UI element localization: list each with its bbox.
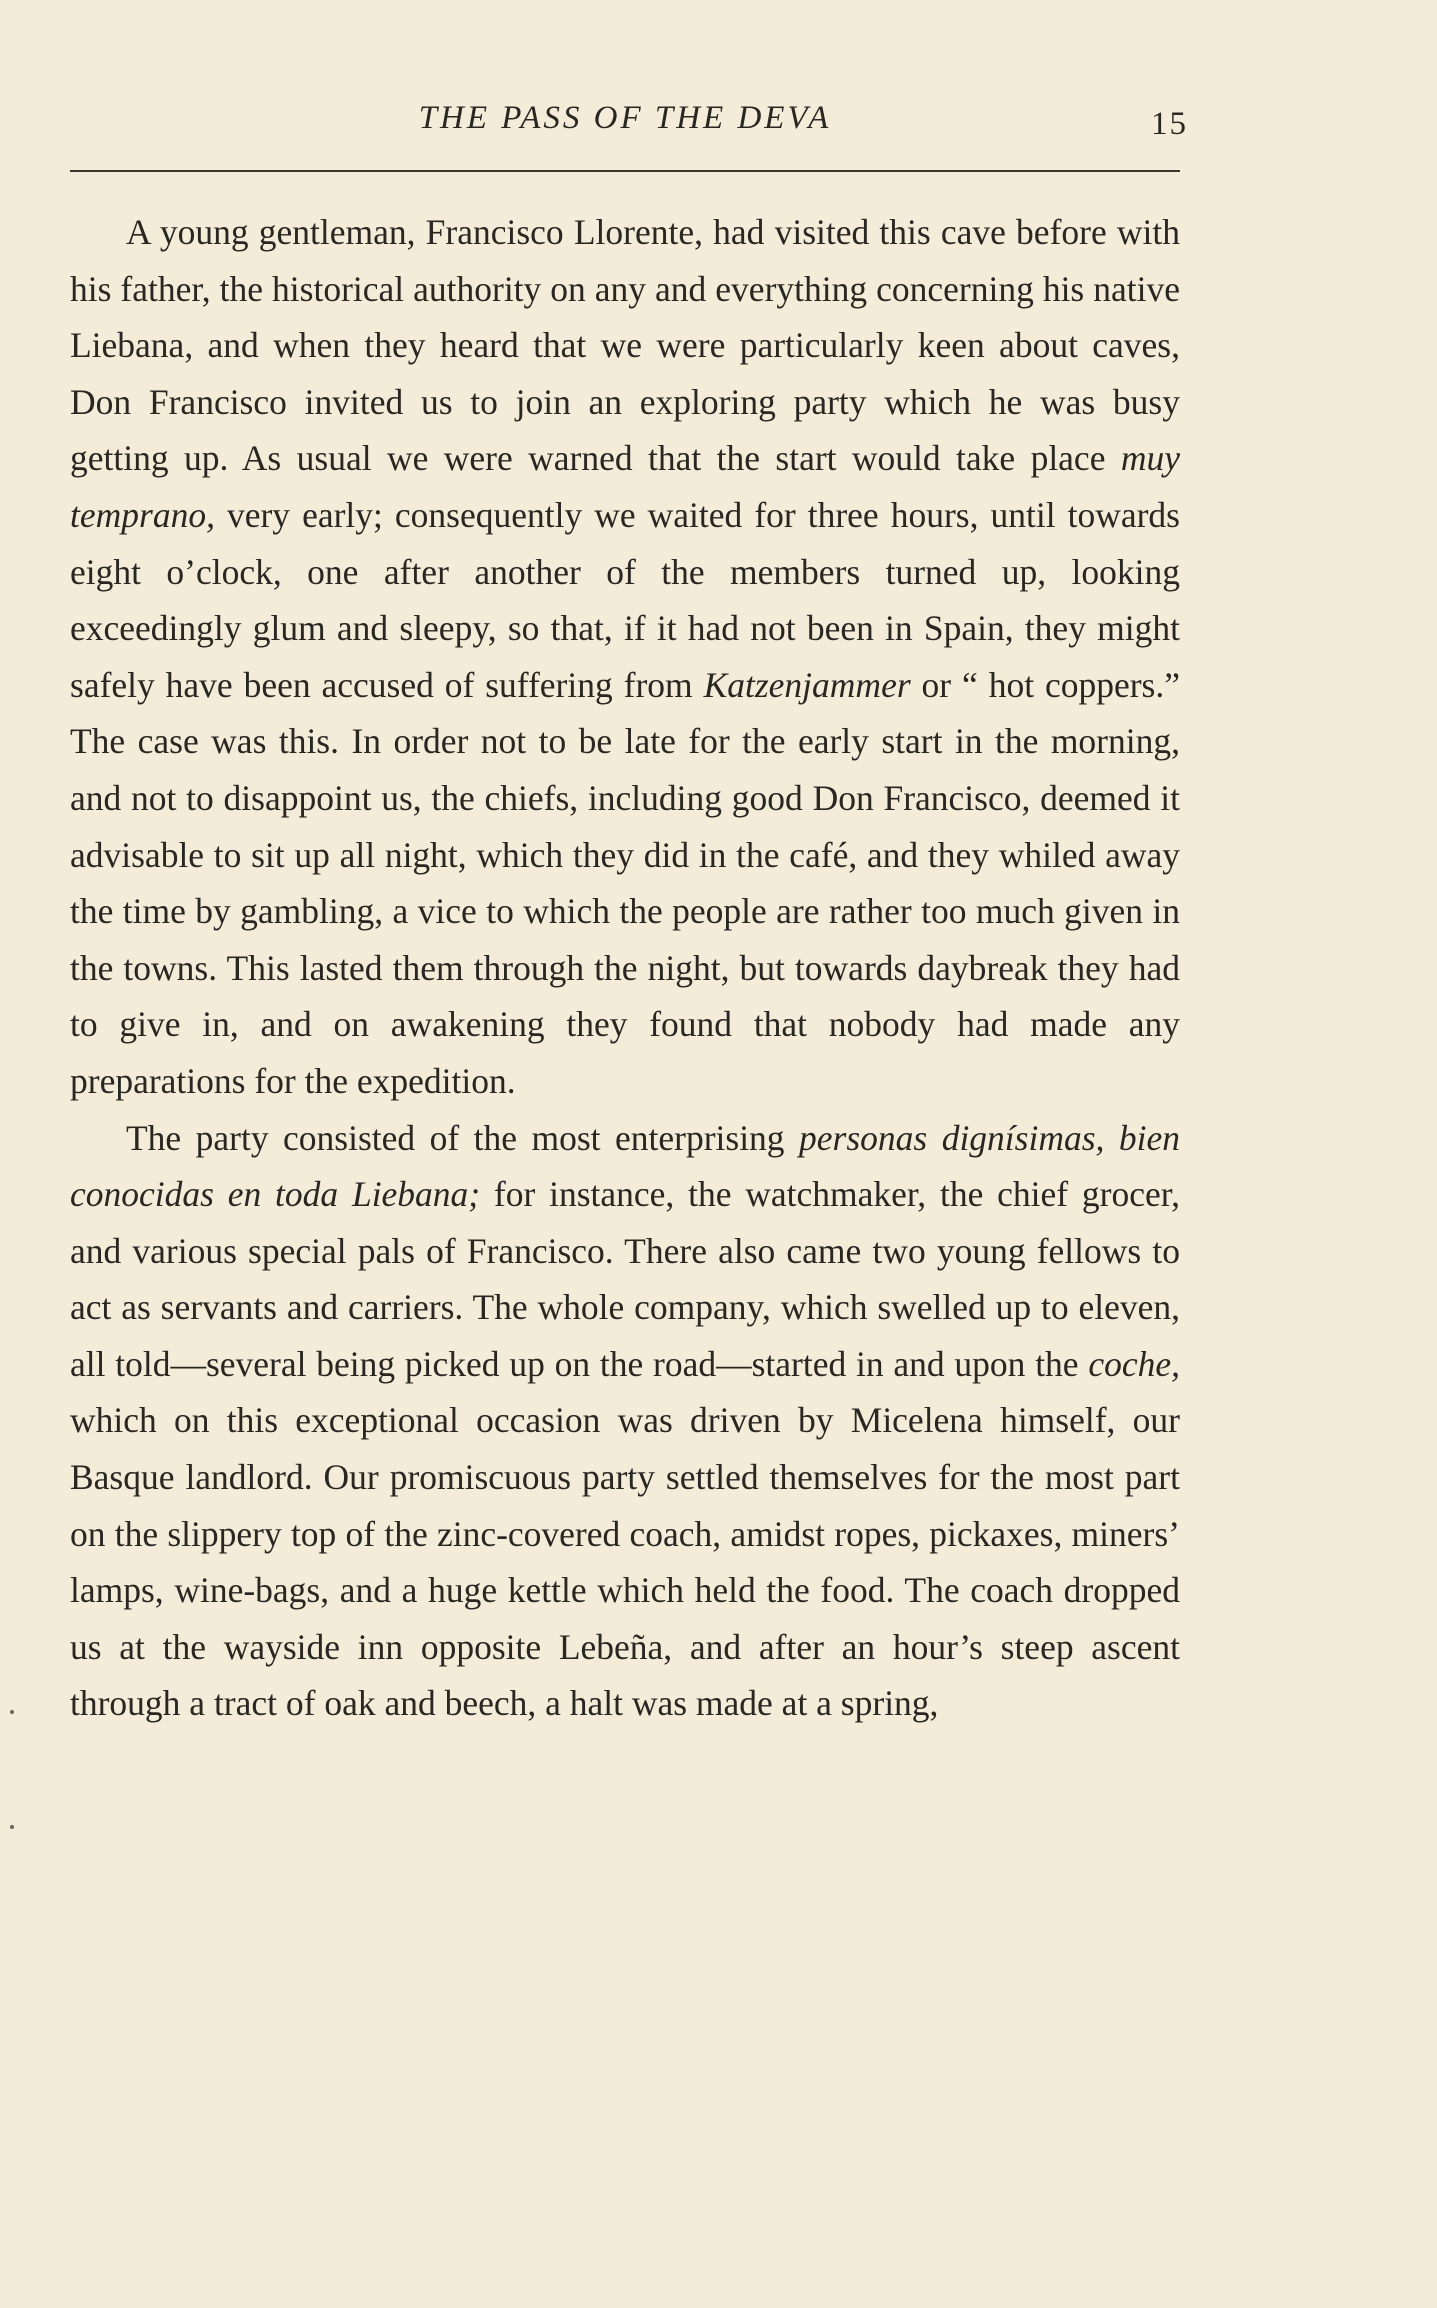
running-title: THE PASS OF THE DEVA — [418, 100, 832, 136]
margin-speck — [10, 1825, 14, 1829]
italic-text-run: coche, — [1088, 1343, 1180, 1384]
italic-text-run: personas dignísimas, bien conocidas en toda Liebana; — [70, 1117, 1181, 1215]
text-run: The party consisted of the most enterprising — [126, 1117, 800, 1158]
margin-speck — [10, 1710, 14, 1714]
text-run: A young gentleman, Francisco Llorente, had visited this cave before with his father, the historical authority on any and everything concerning his native Liebana, and when they heard that we were particularly keen about caves, Don Francisco invited us to join an exploring party which he was busy getting up. As usual we were warned that the start would take place — [70, 212, 1180, 479]
paragraph — [70, 204, 1180, 1110]
body-text — [70, 204, 1180, 1732]
italic-text-run: Katzenjammer — [703, 664, 911, 705]
text-run: very early; consequently we waited for three hours, until towards eight o’clock, one after another of the members turned up, looking exceedingly glum and sleepy, so that, if it had not been in Spain, they might safely have been accused of suffering from — [70, 494, 1180, 705]
text-run: which on this exceptional occasion was driven by Micelena himself, our Basque landlord. Our promiscuous party settled themselves for the most part on the slippery top of the zinc-covered coach, amidst ropes, pickaxes, miners’ lamps, wine-bags, and a huge kettle which held the food. The coach dropped us at the wayside inn opposite Lebeña, and after an hour’s steep ascent through a tract of oak and beech, a halt was made at a spring, — [70, 1400, 1180, 1724]
paragraph — [70, 1110, 1180, 1733]
text-run: or “ hot coppers.” The case was this. In order not to be late for the early start in the morning, and not to disappoint us, the chiefs, including good Don Francisco, deemed it advisable to sit up all night, which they did in the café, and they whiled away the time by gambling, a vice to which the people are rather too much given in the towns. This lasted them through the night, but towards daybreak they had to give in, and on awakening they found that nobody had made any preparations for the expedition. — [70, 664, 1180, 1101]
page-number: 15 — [1151, 106, 1188, 142]
header-rule — [70, 170, 1180, 172]
italic-text-run: muy temprano, — [70, 438, 1180, 535]
text-run: for instance, the watchmaker, the chief grocer, and various special pals of Francisco. There also came two young fellows to act as servants and carriers. The whole company, which swelled up to eleven, all told—several being picked up on the road—started in and upon the — [70, 1174, 1180, 1384]
running-head — [70, 100, 1188, 150]
